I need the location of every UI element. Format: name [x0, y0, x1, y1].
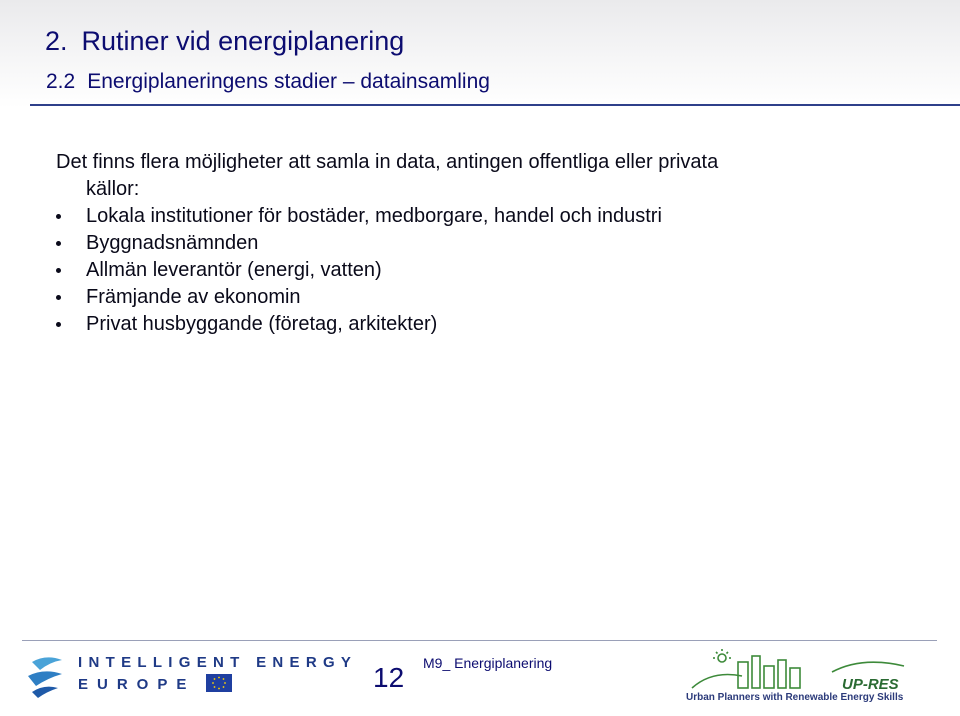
energy-swirl-icon: [26, 652, 66, 700]
list-item-text: Lokala institutioner för bostäder, medborgare, handel och industri: [86, 205, 662, 227]
list-item-text: Byggnadsnämnden: [86, 232, 259, 254]
list-item-text: Allmän leverantör (energi, vatten): [86, 259, 382, 281]
logo-line-1: INTELLIGENT ENERGY: [78, 654, 358, 671]
intro-line-2: källor:: [86, 178, 140, 200]
list-item: [56, 284, 662, 311]
up-res-name: UP-RES: [842, 676, 899, 693]
bullet-icon: [56, 322, 61, 327]
list-item: [56, 257, 662, 284]
intro-paragraph: [56, 149, 916, 203]
bullet-icon: [56, 295, 61, 300]
eu-flag-icon: [206, 674, 232, 692]
up-res-tagline: Urban Planners with Renewable Energy Skills: [686, 692, 904, 703]
intro-line-1: Det finns flera möjligheter att samla in data, antingen offentliga eller privata: [56, 151, 719, 173]
list-item: [56, 230, 662, 257]
bullet-icon: [56, 214, 61, 219]
page-number: 12: [373, 662, 405, 693]
slide-subtitle: [46, 70, 490, 94]
header-divider: [30, 104, 960, 106]
bullet-list: [56, 203, 662, 338]
footer-divider: [22, 640, 937, 641]
subtitle-number: 2.2: [46, 70, 76, 93]
bullet-icon: [56, 268, 61, 273]
list-item-text: Privat husbyggande (företag, arkitekter): [86, 313, 438, 335]
up-res-logo: [682, 648, 912, 704]
list-item-text: Främjande av ekonomin: [86, 286, 301, 308]
subtitle-text: Energiplaneringens stadier – datainsamling: [87, 70, 490, 93]
slide-header: [0, 0, 960, 108]
title-text: Rutiner vid energiplanering: [81, 26, 405, 56]
title-number: 2.: [45, 26, 68, 56]
footer-label: M9_ Energiplanering: [423, 655, 553, 671]
list-item: [56, 203, 662, 230]
logo-line-2: EUROPE: [78, 676, 196, 693]
bullet-icon: [56, 241, 61, 246]
list-item: [56, 311, 662, 338]
slide-title: [45, 26, 404, 57]
intelligent-energy-europe-logo: [26, 652, 358, 700]
